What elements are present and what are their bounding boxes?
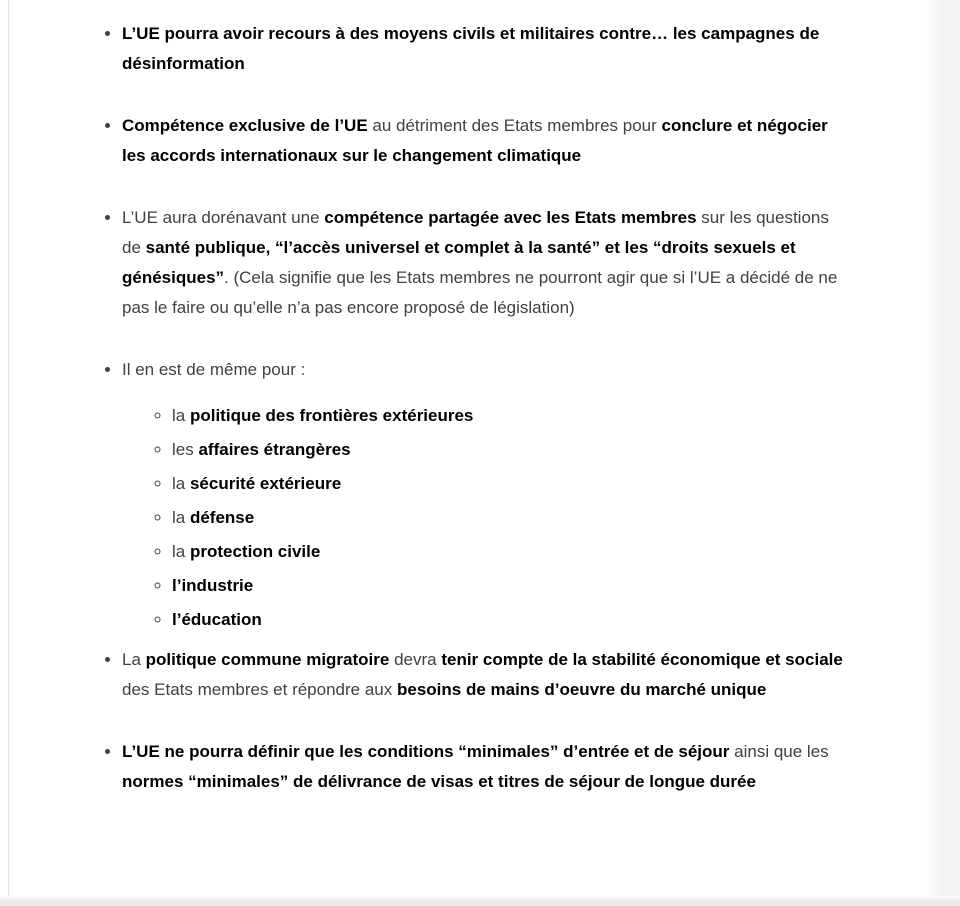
- regular-text-segment: la: [172, 542, 190, 561]
- bold-text-segment: Compétence exclusive de l’UE: [122, 116, 368, 135]
- sub-bullet-list: [122, 401, 848, 635]
- bold-text-segment: politique commune migratoire: [145, 650, 390, 669]
- bold-text-segment: L’UE ne pourra définir que les conditions “minimales” d’entrée et de séjour: [122, 742, 730, 761]
- regular-text-segment: La: [122, 650, 146, 669]
- sub-list-item: [172, 469, 848, 499]
- bold-text-segment: politique des frontières extérieures: [189, 406, 474, 425]
- sub-list-item: [172, 435, 848, 465]
- bold-text-segment: conclure et négocier les accords internationaux sur le changement climatique: [122, 116, 828, 165]
- regular-text-segment: des Etats membres et répondre aux: [122, 680, 397, 699]
- sub-list-item: [172, 503, 848, 533]
- bold-text-segment: protection civile: [189, 542, 321, 561]
- page-bottom-background: [0, 896, 960, 906]
- bold-text-segment: besoins de mains d’oeuvre du marché unique: [396, 680, 767, 699]
- bold-text-segment: l’éducation: [172, 610, 262, 629]
- regular-text-segment: . (Cela signifie que les Etats membres ne pourront agir que si l’UE a décidé de ne pas le faire ou qu’elle n’a pas encore proposé de législation): [122, 268, 838, 317]
- bold-text-segment: défense: [189, 508, 255, 527]
- list-item: [122, 203, 848, 323]
- list-item: [122, 737, 848, 797]
- sub-list-item: [172, 401, 848, 431]
- regular-text-segment: ainsi que les: [729, 742, 829, 761]
- regular-text-segment: la: [172, 406, 190, 425]
- regular-text-segment: la: [172, 474, 190, 493]
- bold-text-segment: l’industrie: [172, 576, 254, 595]
- regular-text-segment: Il en est de même pour :: [122, 360, 306, 379]
- regular-text-segment: L’UE aura dorénavant une: [122, 208, 325, 227]
- bullet-list: [82, 19, 848, 797]
- regular-text-segment: la: [172, 508, 190, 527]
- regular-text-segment: au détriment des Etats membres pour: [367, 116, 662, 135]
- page-right-shadow: [924, 0, 960, 906]
- regular-text-segment: devra: [389, 650, 442, 669]
- regular-text-segment: les: [172, 440, 199, 459]
- sub-list-item: [172, 537, 848, 567]
- bold-text-segment: sécurité extérieure: [189, 474, 342, 493]
- list-item: [122, 111, 848, 171]
- sub-list-item: [172, 571, 848, 601]
- bold-text-segment: normes “minimales” de délivrance de visas et titres de séjour de longue durée: [122, 772, 756, 791]
- regular-text-segment: sur les questions de: [122, 208, 829, 257]
- bold-text-segment: santé publique, “l’accès universel et complet à la santé” et les “droits sexuels et génésiques”: [122, 238, 796, 287]
- sub-list-item: [172, 605, 848, 635]
- list-item: [122, 645, 848, 705]
- bold-text-segment: L’UE pourra avoir recours à des moyens civils et militaires contre… les campagnes de désinformation: [122, 24, 820, 73]
- bold-text-segment: tenir compte de la stabilité économique et sociale: [441, 650, 843, 669]
- bold-text-segment: affaires étrangères: [198, 440, 351, 459]
- list-item: [122, 19, 848, 79]
- bold-text-segment: compétence partagée avec les Etats membres: [324, 208, 697, 227]
- page-left-border: [8, 0, 9, 898]
- list-item: [122, 355, 848, 635]
